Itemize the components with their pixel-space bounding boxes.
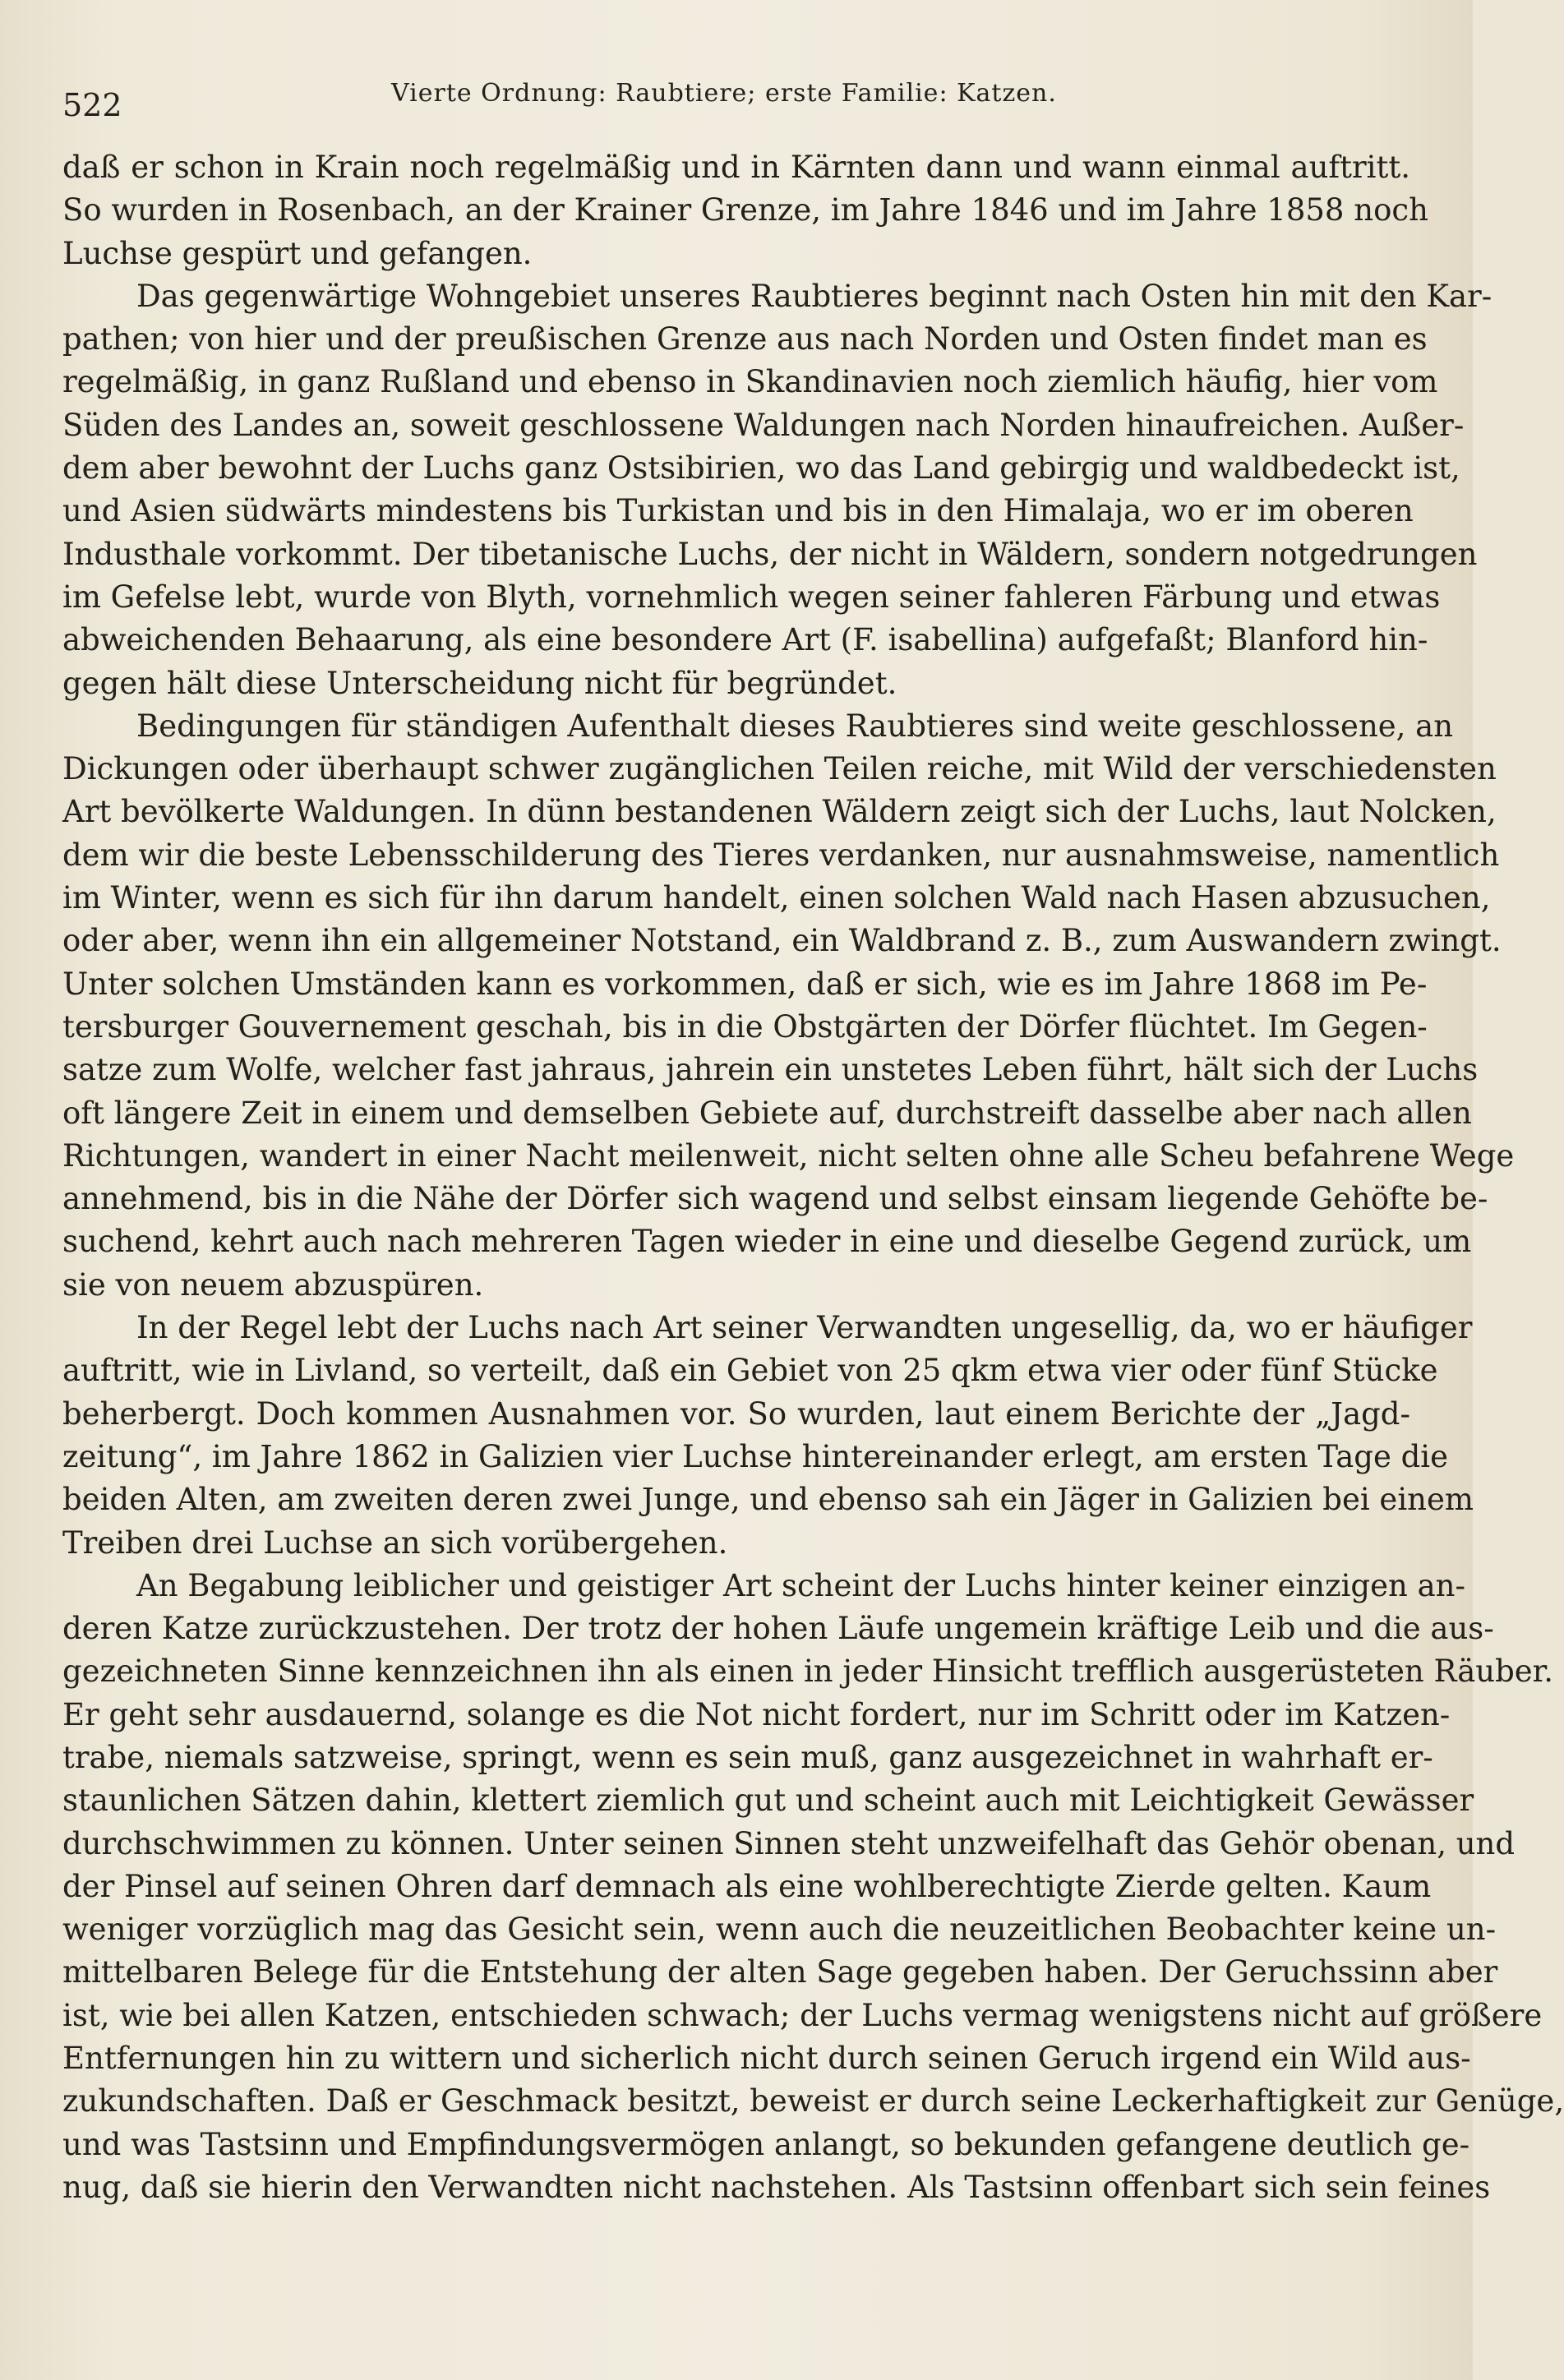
text-line: Unter solchen Umständen kann es vorkommen, daß er sich, wie es im Jahre 1868 im Pe-: [62, 966, 1428, 1002]
text-line: Treiben drei Luchse an sich vorübergehen.: [62, 1524, 728, 1561]
text-line: Industhale vorkommt. Der tibetanische Luchs, der nicht in Wäldern, sondern notgedrungen: [62, 536, 1478, 572]
text-line: deren Katze zurückzustehen. Der trotz der hohen Läufe ungemein kräftige Leib und die aus-: [62, 1611, 1494, 1647]
text-line: regelmäßig, in ganz Rußland und ebenso in Skandinavien noch ziemlich häufig, hier vom: [62, 364, 1438, 400]
text-line: mittelbaren Belege für die Entstehung der alten Sage gegeben haben. Der Geruchssinn aber: [62, 1954, 1498, 1990]
text-line: Dickungen oder überhaupt schwer zugänglichen Teilen reiche, mit Wild der verschiedensten: [62, 751, 1497, 787]
text-line: ist, wie bei allen Katzen, entschieden schwach; der Luchs vermag wenigstens nicht auf größere: [62, 1997, 1543, 2033]
text-line: zukundschaften. Daß er Geschmack besitzt, beweist er durch seine Leckerhaftigkeit zur Genüge,: [62, 2083, 1564, 2119]
text-line: abweichenden Behaarung, als eine besondere Art (F. isabellina) aufgefaßt; Blanford hin-: [62, 622, 1428, 658]
text-line: Süden des Landes an, soweit geschlossene Waldungen nach Norden hinaufreichen. Außer-: [62, 407, 1465, 443]
text-line: oft längere Zeit in einem und demselben Gebiete auf, durchstreift dasselbe aber nach allen: [62, 1095, 1472, 1131]
text-line: Art bevölkerte Waldungen. In dünn bestandenen Wäldern zeigt sich der Luchs, laut Nolcken,: [62, 794, 1497, 830]
text-line: pathen; von hier und der preußischen Grenze aus nach Norden und Osten findet man es: [62, 321, 1428, 357]
text-line: Er geht sehr ausdauernd, solange es die Not nicht fordert, nur im Schritt oder im Katzen-: [62, 1696, 1451, 1732]
text-line: weniger vorzüglich mag das Gesicht sein, wenn auch die neuzeitlichen Beobachter keine un-: [62, 1912, 1497, 1948]
text-line: durchschwimmen zu können. Unter seinen Sinnen steht unzweifelhaft das Gehör obenan, und: [62, 1825, 1516, 1861]
text-line: annehmend, bis in die Nähe der Dörfer sich wagend und selbst einsam liegende Gehöfte be-: [62, 1181, 1488, 1217]
page-header: [62, 79, 1410, 128]
text-line: der Pinsel auf seinen Ohren darf demnach als eine wohlberechtigte Zierde gelten. Kaum: [62, 1868, 1432, 1904]
text-line: auftritt, wie in Livland, so verteilt, daß ein Gebiet von 25 qkm etwa vier oder fünf Stücke: [62, 1353, 1438, 1389]
text-line: gegen hält diese Unterscheidung nicht für begründet.: [62, 665, 897, 701]
paragraph-range-of-lynx: [62, 146, 1428, 275]
text-line: staunlichen Sätzen dahin, klettert ziemlich gut und scheint auch mit Leichtigkeit Gewässer: [62, 1783, 1474, 1819]
text-line: und was Tastsinn und Empfindungsvermögen anlangt, so bekunden gefangene deutlich ge-: [62, 2126, 1470, 2162]
text-line: dem aber bewohnt der Luchs ganz Ostsibirien, wo das Land gebirgig und waldbedeckt ist,: [62, 450, 1460, 487]
paragraph-living-conditions: [62, 705, 1515, 1307]
text-line: beherbergt. Doch kommen Ausnahmen vor. So wurden, laut einem Berichte der „Jagd-: [62, 1395, 1410, 1432]
text-line: sie von neuem abzuspüren.: [62, 1266, 484, 1303]
text-line: satze zum Wolfe, welcher fast jahraus, jahrein ein unstetes Leben führt, hält sich der Luchs: [62, 1052, 1479, 1088]
text-line: beiden Alten, am zweiten deren zwei Junge, und ebenso sah ein Jäger in Galizien bei einem: [62, 1482, 1474, 1518]
text-line: Das gegenwärtige Wohngebiet unseres Raubtieres beginnt nach Osten hin mit den Kar-: [136, 278, 1492, 314]
text-line: und Asien südwärts mindestens bis Turkistan und bis in den Himalaja, wo er im oberen: [62, 493, 1414, 529]
text-line: nug, daß sie hierin den Verwandten nicht nachstehen. Als Tastsinn offenbart sich sein feines: [62, 2169, 1491, 2205]
text-line: Bedingungen für ständigen Aufenthalt dieses Raubtieres sind weite geschlossene, an: [136, 708, 1454, 744]
text-line: An Begabung leiblicher und geistiger Art scheint der Luchs hinter keiner einzigen an-: [136, 1567, 1465, 1603]
page-number: 522: [62, 87, 122, 123]
text-line: oder aber, wenn ihn ein allgemeiner Notstand, ein Waldbrand z. B., zum Auswandern zwingt.: [62, 923, 1502, 959]
text-line: In der Regel lebt der Luchs nach Art seiner Verwandten ungesellig, da, wo er häufiger: [136, 1310, 1473, 1346]
text-line: zeitung“, im Jahre 1862 in Galizien vier Luchse hintereinander erlegt, am ersten Tage die: [62, 1438, 1449, 1474]
body-text: [62, 146, 1564, 2209]
text-line: im Gefelse lebt, wurde von Blyth, vornehmlich wegen seiner fahleren Färbung und etwas: [62, 579, 1441, 615]
paragraph-social-behaviour: [62, 1307, 1474, 1565]
text-line: Entfernungen hin zu wittern und sicherlich nicht durch seinen Geruch irgend ein Wild aus-: [62, 2041, 1471, 2077]
paragraph-abilities-and-senses: [62, 1565, 1564, 2209]
text-line: Richtungen, wandert in einer Nacht meilenweit, nicht selten ohne alle Scheu befahrene Wege: [62, 1137, 1515, 1174]
text-line: Luchse gespürt und gefangen.: [62, 235, 533, 271]
text-line: trabe, niemals satzweise, springt, wenn es sein muß, ganz ausgezeichnet in wahrhaft er-: [62, 1739, 1433, 1775]
text-line: So wurden in Rosenbach, an der Krainer Grenze, im Jahre 1846 und im Jahre 1858 noch: [62, 192, 1428, 228]
text-line: suchend, kehrt auch nach mehreren Tagen wieder in eine und dieselbe Gegend zurück, um: [62, 1224, 1472, 1260]
text-line: dem wir die beste Lebensschilderung des Tieres verdanken, nur ausnahmsweise, namentlich: [62, 837, 1500, 873]
text-line: tersburger Gouvernement geschah, bis in die Obstgärten der Dörfer flüchtet. Im Gegen-: [62, 1008, 1428, 1045]
text-line: im Winter, wenn es sich für ihn darum handelt, einen solchen Wald nach Hasen abzusuchen,: [62, 880, 1491, 916]
text-line: gezeichneten Sinne kennzeichnen ihn als einen in jeder Hinsicht trefflich ausgerüsteten Räuber.: [62, 1654, 1554, 1690]
running-head: Vierte Ordnung: Raubtiere; erste Familie: Katzen.: [391, 79, 1057, 108]
text-line: daß er schon in Krain noch regelmäßig und in Kärnten dann und wann einmal auftritt.: [62, 150, 1410, 185]
paragraph-habitat: [62, 275, 1492, 705]
